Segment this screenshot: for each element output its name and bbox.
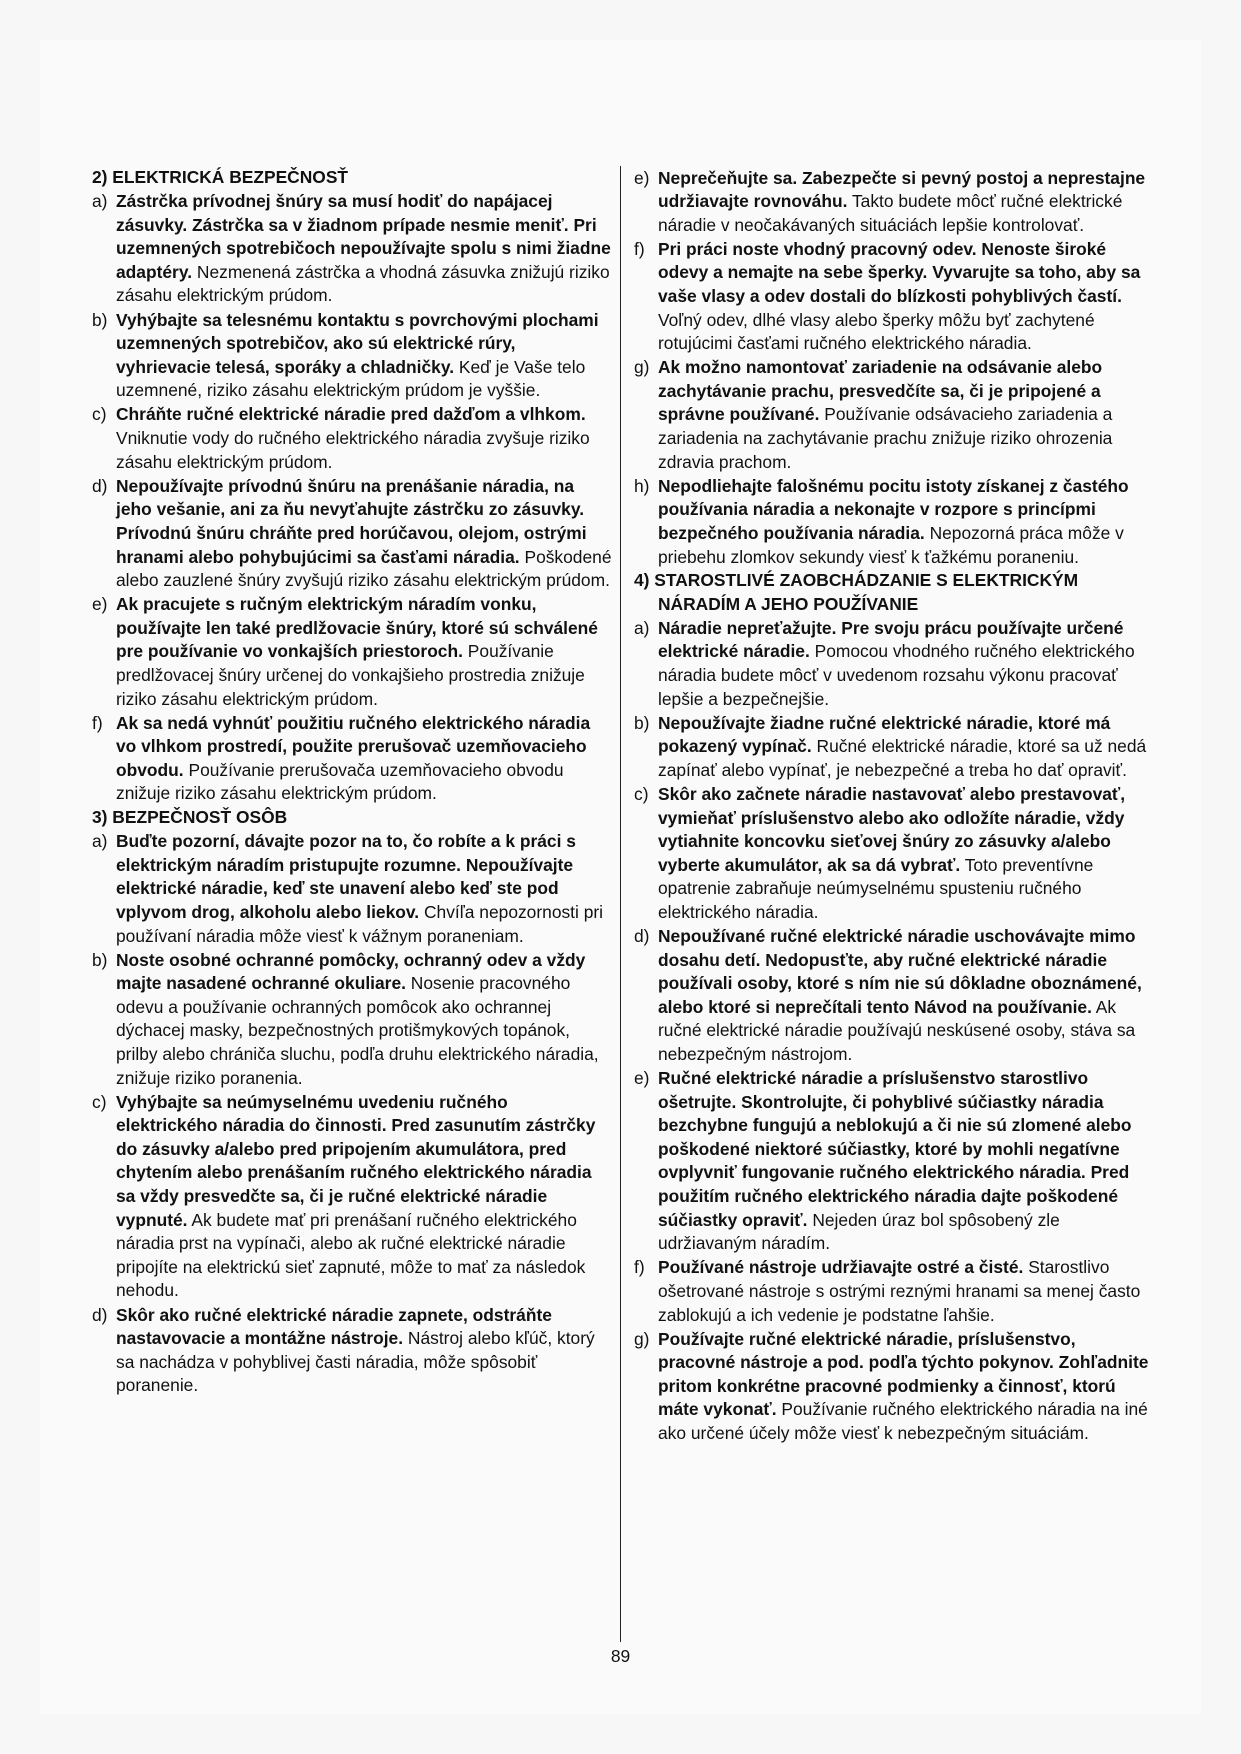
item-explanation: Používanie predlžovacej šnúry určenej do vonkajšieho prostredia znižuje riziko zásahu elektrickým prúdom. xyxy=(116,641,585,709)
list-item xyxy=(634,475,1154,569)
item-letter: a) xyxy=(634,617,650,638)
item-letter: f) xyxy=(92,712,103,733)
item-explanation: Chvíľa nepozornosti pri používaní náradia môže viesť k vážnym poraneniam. xyxy=(116,901,604,946)
item-explanation: Pomocou vhodného ručného elektrického náradia budete môcť v uvedenom rozsahu výkonu pracovať lepšie a bezpečnejšie. xyxy=(658,641,1135,709)
item-body xyxy=(116,310,599,401)
item-body xyxy=(658,1068,1132,1253)
item-instruction: Používané nástroje udržiavajte ostré a čisté. xyxy=(658,1257,1024,1278)
item-letter: a) xyxy=(92,191,108,212)
tool-care-list xyxy=(634,617,1154,1446)
column-divider xyxy=(620,166,621,1642)
item-instruction: Ak možno namontovať zariadenie na odsávanie alebo zachytávanie prachu, presvedčíte sa, či je pripojené a správne používané. xyxy=(658,357,1103,425)
item-instruction: Používajte ručné elektrické náradie, príslušenstvo, pracovné nástroje a pod. podľa týchto pokynov. Zohľadnite pritom konkrétne pracovné podmienky a činnosť, ktorú máte vykonať. xyxy=(658,1328,1149,1420)
item-body xyxy=(116,713,590,804)
item-instruction: Skôr ako ručné elektrické náradie zapnete, odstráňte nastavovacie a montážne nástroje. xyxy=(116,1304,552,1349)
list-item xyxy=(634,617,1154,711)
item-explanation: Používanie ručného elektrického náradia na iné ako určené účely môže viesť k nebezpečným situáciám. xyxy=(658,1399,1148,1443)
list-item xyxy=(92,309,612,403)
item-letter: c) xyxy=(92,1091,107,1112)
item-body xyxy=(658,1257,1140,1324)
item-instruction: Chráňte ručné elektrické náradie pred dažďom a vlhkom. xyxy=(116,404,586,425)
item-body xyxy=(658,784,1125,922)
item-explanation: Používanie prerušovača uzemňovacieho obvodu znižuje riziko zásahu elektrickým prúdom. xyxy=(116,759,564,804)
item-explanation: Starostlivo ošetrované nástroje s ostrými reznými hranami sa menej často zablokujú a ich vedenie je podstatne ľahšie. xyxy=(658,1257,1141,1325)
page-number: 89 xyxy=(610,1646,631,1666)
item-letter: d) xyxy=(92,1304,108,1325)
item-instruction: Ručné elektrické náradie a príslušenstvo starostlivo ošetrujte. Skontrolujte, či pohyblivé súčiastky náradia bezchybne fungujú a neblokujú a či nie sú zlomené alebo poškodené niektoré súčiastky, ktoré by mohli negatívne ovplyvniť fungovanie ručného elektrického náradia. Pred použitím ručného elektrického náradia dajte poškodené súčiastky opraviť. xyxy=(658,1068,1132,1230)
item-explanation: Keď je Vaše telo uzemnené, riziko zásahu elektrickým prúdom je vyššie. xyxy=(116,356,586,401)
item-explanation: Ak budete mať pri prenášaní ručného elektrického náradia prst na vypínači, alebo ak ručné elektrické náradie pripojíte na elektrickú sieť zapnuté, môže to mať za následok nehodu. xyxy=(116,1209,586,1301)
item-letter: f) xyxy=(634,1257,645,1278)
personal-safety-list xyxy=(92,830,612,1398)
item-instruction: Zástrčka prívodnej šnúry sa musí hodiť do napájacej zásuvky. Zástrčka sa v žiadnom prípade nesmie meniť. Pri uzemnených spotrebičoch nepoužívajte spolu s nimi žiadne adaptéry. xyxy=(116,191,611,282)
item-body xyxy=(116,404,590,471)
list-item xyxy=(634,1328,1154,1446)
item-explanation: Takto budete môcť ručné elektrické náradie v neočakávaných situáciách lepšie kontrolovať. xyxy=(658,191,1123,235)
item-letter: e) xyxy=(634,1068,650,1089)
item-body xyxy=(116,191,611,305)
item-instruction: Nepoužívajte žiadne ručné elektrické náradie, ktoré má pokazený vypínač. xyxy=(658,712,1111,757)
item-body xyxy=(116,1092,595,1301)
section-heading-personal-safety: 3) BEZPEČNOSŤ OSÔB xyxy=(92,807,288,828)
item-instruction: Nepodliehajte falošnému pocitu istoty získanej z častého používania náradia a nekonajte v rozpore s princípmi bezpečného používania náradia. xyxy=(658,475,1129,543)
item-instruction: Vyhýbajte sa telesnému kontaktu s povrchovými plochami uzemnených spotrebičov, ako sú elektrické rúry, vyhrievacie telesá, sporáky a chladničky. xyxy=(116,309,599,377)
left-column xyxy=(92,166,612,1398)
item-body xyxy=(116,594,598,708)
list-item xyxy=(92,475,612,593)
item-letter: f) xyxy=(634,238,645,259)
item-letter: b) xyxy=(92,309,108,330)
item-explanation: Ručné elektrické náradie, ktoré sa už nedá zapínať alebo vypínať, je nebezpečné a treba ho dať opraviť. xyxy=(658,736,1147,780)
item-letter: c) xyxy=(634,783,649,804)
item-letter: d) xyxy=(634,926,650,946)
item-explanation: Nezmenená zástrčka a vhodná zásuvka znižujú riziko zásahu elektrickým prúdom. xyxy=(116,261,610,306)
item-instruction: Ak pracujete s ručným elektrickým náradím vonku, používajte len také predlžovacie šnúry, ktoré sú schválené pre používanie vo vonkajších priestoroch. xyxy=(116,594,598,662)
item-explanation: Používanie odsávacieho zariadenia a zariadenia na zachytávanie prachu znižuje riziko ohrozenia zdravia prachom. xyxy=(658,404,1113,472)
item-letter: a) xyxy=(92,831,108,852)
item-body xyxy=(116,476,612,590)
item-explanation: Toto preventívne opatrenie zabraňuje neúmyselnému spusteniu ručného elektrického náradia. xyxy=(658,854,1094,922)
list-item xyxy=(634,925,1154,1067)
list-item xyxy=(92,593,612,711)
item-explanation: Voľný odev, dlhé vlasy alebo šperky môžu byť zachytené rotujúcimi časťami ručného elektrického náradia. xyxy=(658,309,1095,354)
item-explanation: Nástroj alebo kľúč, ktorý sa nachádza v pohyblivej časti náradia, môže spôsobiť poranenie. xyxy=(116,1328,595,1396)
item-letter: e) xyxy=(92,594,108,615)
item-explanation: Nosenie pracovného odevu a používanie ochranných pomôcok ako ochrannej dýchacej masky, bezpečnostných protišmykových topánok, prilby alebo chrániča sluchu, podľa druhu elektrického náradia, znižuje riziko poranenia. xyxy=(116,973,599,1088)
list-item xyxy=(634,712,1154,783)
list-item xyxy=(634,1067,1154,1256)
item-letter: b) xyxy=(92,949,108,970)
item-instruction: Buďte pozorní, dávajte pozor na to, čo robíte a k práci s elektrickým náradím pristupujte rozumne. Nepoužívajte elektrické náradie, keď ste unavení alebo keď ste pod vplyvom drog, alkoholu alebo liekov. xyxy=(116,831,576,922)
item-body xyxy=(658,1329,1148,1443)
item-explanation: Nejeden úraz bol spôsobený zle udržiavaným náradím. xyxy=(658,1209,1060,1254)
electrical-safety-list xyxy=(92,190,612,806)
item-instruction: Skôr ako začnete náradie nastavovať alebo prestavovať, vymieňať príslušenstvo alebo ako odložíte náradie, vždy vytiahnite koncovku sieťovej šnúry zo zásuvky a/alebo vyberte akumulátor, ak sa dá vybrať. xyxy=(658,783,1126,875)
section-heading-electrical-safety: 2) ELEKTRICKÁ BEZPEČNOSŤ xyxy=(92,167,349,187)
list-item xyxy=(92,403,612,474)
item-body xyxy=(116,950,599,1088)
item-body xyxy=(658,476,1129,567)
item-body xyxy=(658,168,1145,235)
list-item xyxy=(92,1091,612,1303)
item-instruction: Pri práci noste vhodný pracovný odev. Nenoste široké odevy a nemajte na sebe šperky. Vyvarujte sa toho, aby sa vaše vlasy a odev dostali do blízkosti pohyblivých častí. xyxy=(658,238,1141,306)
item-letter: b) xyxy=(634,712,650,733)
item-body xyxy=(658,713,1146,780)
list-item xyxy=(92,190,612,308)
list-item xyxy=(634,167,1154,238)
item-letter: g) xyxy=(634,1328,650,1349)
item-explanation: Poškodené alebo zauzlené šnúry zvyšujú riziko zásahu elektrickým prúdom. xyxy=(116,546,612,591)
item-instruction: Noste osobné ochranné pomôcky, ochranný odev a vždy majte nasadené ochranné okuliare. xyxy=(116,949,586,994)
item-instruction: Náradie nepreťažujte. Pre svoju prácu používajte určené elektrické náradie. xyxy=(658,617,1124,662)
section-heading-tool-use-and-care: 4) STAROSTLIVÉ ZAOBCHÁDZANIE S ELEKTRICKÝM NÁRADÍM A JEHO POUŽÍVANIE xyxy=(634,570,1079,614)
item-letter: d) xyxy=(92,475,108,496)
item-explanation: Vniknutie vody do ručného elektrického náradia zvyšuje riziko zásahu elektrickým prúdom. xyxy=(116,428,590,472)
list-item xyxy=(634,1256,1154,1327)
item-instruction: Ak sa nedá vyhnúť použitiu ručného elektrického náradia vo vlhkom prostredí, použite prerušovač uzemňovacieho obvodu. xyxy=(116,712,591,780)
item-letter: c) xyxy=(92,404,107,425)
list-item xyxy=(634,783,1154,925)
list-item xyxy=(92,949,612,1091)
item-body xyxy=(658,618,1135,709)
item-body xyxy=(658,357,1112,471)
item-instruction: Vyhýbajte sa neúmyselnému uvedeniu ručného elektrického náradia do činnosti. Pred zasunutím zástrčky do zásuvky a/alebo pred pripojením akumulátora, pred chytením alebo prenášaním ručného elektrického náradia sa vždy presvedčte sa, či je ručné elektrické náradie vypnuté. xyxy=(116,1091,596,1230)
item-explanation: Nepozorná práca môže v priebehu zlomkov sekundy viesť k ťažkému poraneniu. xyxy=(658,522,1124,567)
item-instruction: Nepoužívajte prívodnú šnúru na prenášanie náradia, na jeho vešanie, ani za ňu nevyťahujte zástrčku zo zásuvky. Prívodnú šnúru chráňte pred horúčavou, olejom, ostrými hranami alebo pohybujúcimi sa časťami náradia. xyxy=(116,475,587,567)
list-item xyxy=(92,830,612,948)
item-instruction: Nepoužívané ručné elektrické náradie uschovávajte mimo dosahu detí. Nedopusťte, aby ručné elektrické náradie používali osoby, ktoré s ním nie sú dôkladne oboznámené, alebo ktoré si neprečítali tento Návod na používanie. xyxy=(658,926,1142,1017)
list-item xyxy=(634,356,1154,474)
item-letter: h) xyxy=(634,475,650,496)
item-body xyxy=(116,831,603,945)
right-column xyxy=(634,166,1154,1446)
item-instruction: Neprečeňujte sa. Zabezpečte si pevný postoj a neprestajne udržiavajte rovnováhu. xyxy=(658,167,1146,212)
item-explanation: Ak ručné elektrické náradie používajú neskúsené osoby, stáva sa nebezpečným nástrojom. xyxy=(658,996,1136,1064)
list-item xyxy=(92,712,612,806)
list-item xyxy=(92,1304,612,1398)
personal-safety-list-continued xyxy=(634,167,1154,570)
item-letter: e) xyxy=(634,167,650,188)
item-letter: g) xyxy=(634,357,650,378)
item-body xyxy=(116,1305,595,1396)
list-item xyxy=(634,238,1154,356)
item-body xyxy=(658,926,1142,1064)
item-body xyxy=(658,239,1140,353)
